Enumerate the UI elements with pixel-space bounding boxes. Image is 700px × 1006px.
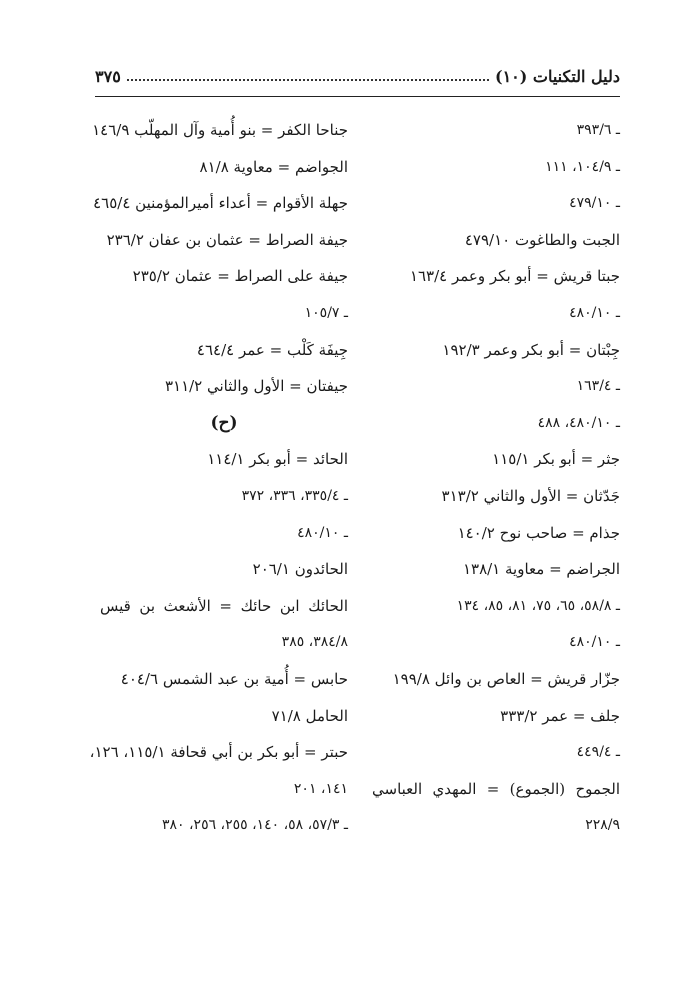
index-entry: ـ ٤٨٠/١٠، ٤٨٨ bbox=[537, 414, 620, 431]
index-entry: ٢٢٨/٩ bbox=[585, 817, 620, 834]
index-entry: جيفة الصراط = عثمان بن عفان ٢٣٦/٢ bbox=[106, 230, 348, 249]
index-entry: ـ ١٠٤/٩، ١١١ bbox=[545, 158, 620, 175]
index-entry: ـ ١٦٣/٤ bbox=[576, 378, 620, 395]
index-entry: جهلة الأقوام = أعداء أميرالمؤمنين ٤٦٥/٤ bbox=[93, 194, 348, 213]
index-entry: ـ ٣٩٣/٦ bbox=[576, 122, 620, 138]
index-entry: جبتا قريش = أبو بكر وعمر ١٦٣/٤ bbox=[409, 267, 620, 286]
index-entry: ـ ٤٤٩/٤ bbox=[576, 744, 620, 761]
index-entry: حابس = أُمية بن عبد الشمس ٤٠٤/٦ bbox=[120, 669, 348, 688]
index-entry: ـ ٤٧٩/١٠ bbox=[569, 195, 620, 212]
index-entry: ٣٨٤/٨، ٣٨٥ bbox=[281, 634, 348, 651]
index-entry: جِبْتان = أبو بكر وعمر ١٩٢/٣ bbox=[442, 340, 620, 359]
index-entry: الحامل ٧١/٨ bbox=[271, 706, 348, 725]
index-entry: الحائدون ٢٠٦/١ bbox=[252, 560, 348, 579]
left-column bbox=[89, 112, 348, 844]
index-entry: الجموح (الجموع) = المهدي العباسي bbox=[372, 779, 620, 798]
index-entry: ـ ٣٣٥/٤، ٣٣٦، ٣٧٢ bbox=[241, 487, 348, 504]
index-entry: الجبت والطاغوت ٤٧٩/١٠ bbox=[464, 230, 620, 249]
index-entry: الحائك ابن حائك = الأشعث بن قيس bbox=[100, 596, 348, 615]
index-entry: حبتر = أبو بكر بن أبي قحافة ١١٥/١، ١٢٦، bbox=[89, 743, 348, 762]
index-entry: ـ ٤٨٠/١٠ bbox=[569, 634, 620, 651]
page-number: ٣٧٥ bbox=[95, 66, 121, 86]
index-entry: جيفتان = الأول والثاني ٣١١/٢ bbox=[164, 377, 348, 396]
index-entry: الجواضم = معاوية ٨١/٨ bbox=[199, 157, 348, 176]
index-entry: جِيفَة كَلْب = عمر ٤٦٤/٤ bbox=[196, 340, 348, 359]
index-entry: جَدّثان = الأول والثاني ٣١٣/٢ bbox=[441, 486, 620, 505]
index-entry: جلف = عمر ٣٣٣/٢ bbox=[500, 706, 620, 725]
index-entry: ـ ٥٨/٨، ٦٥، ٧٥، ٨١، ٨٥، ١٣٤ bbox=[456, 597, 620, 614]
index-entry: الحائد = أبو بكر ١١٤/١ bbox=[207, 450, 348, 469]
index-entry: ١٤١، ٢٠١ bbox=[293, 780, 348, 797]
header-rule bbox=[95, 96, 620, 97]
index-entry: جيفة على الصراط = عثمان ٢٣٥/٢ bbox=[132, 267, 348, 286]
index-entry: جزّار قريش = العاص بن وائل ١٩٩/٨ bbox=[392, 669, 620, 688]
index-entry: جثر = أبو بكر ١١٥/١ bbox=[492, 450, 620, 469]
index-entry: الجراضم = معاوية ١٣٨/١ bbox=[462, 560, 620, 579]
index-entry: جناحا الكفر = بنو أُمية وآل المهلّب ١٤٦/٩ bbox=[92, 121, 348, 139]
index-entry: ـ ٥٧/٣، ٥٨، ١٤٠، ٢٥٥، ٢٥٦، ٣٨٠ bbox=[162, 817, 348, 834]
index-entry: ـ ١٠٥/٧ bbox=[304, 304, 348, 321]
index-entry: ـ ٤٨٠/١٠ bbox=[569, 304, 620, 321]
dot-leader bbox=[127, 79, 489, 81]
right-column bbox=[372, 112, 620, 844]
section-letter-heading: (ح) bbox=[210, 412, 238, 433]
running-header bbox=[95, 60, 620, 92]
book-title: دليل التكنيات (١٠) bbox=[495, 66, 620, 86]
index-entry: جذام = صاحب نوح ١٤٠/٢ bbox=[457, 523, 620, 542]
index-entry: ـ ٤٨٠/١٠ bbox=[297, 524, 348, 541]
